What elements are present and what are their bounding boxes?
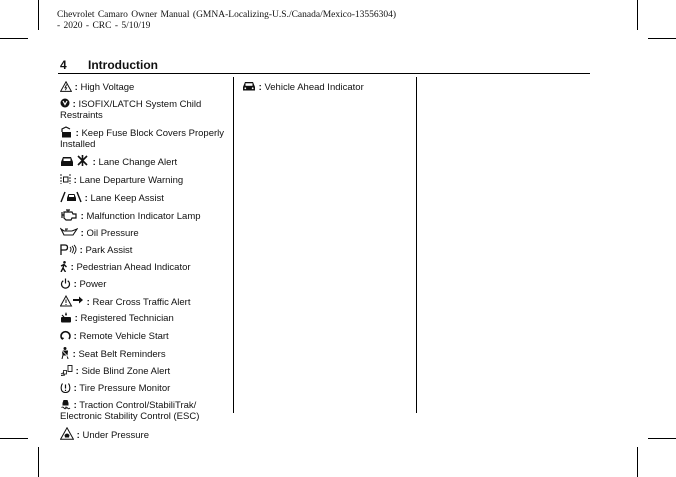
entry-label: Remote Vehicle Start xyxy=(79,331,169,342)
list-item xyxy=(60,382,230,394)
separator: : xyxy=(76,430,80,441)
entry-label: Lane Keep Assist xyxy=(90,193,164,204)
column-divider xyxy=(416,77,417,413)
list-item xyxy=(60,209,230,222)
separator: : xyxy=(72,349,76,360)
seat-belt-icon xyxy=(60,347,70,359)
list-item xyxy=(60,244,230,256)
child-seat-anchor-icon xyxy=(60,98,70,109)
column-divider xyxy=(233,77,234,413)
section-header xyxy=(58,58,590,74)
entry-label: Pedestrian Ahead Indicator xyxy=(76,262,191,273)
fuse-block-cover-icon xyxy=(60,126,73,138)
separator: : xyxy=(73,383,77,394)
column-2 xyxy=(242,78,412,93)
separator: : xyxy=(73,175,77,186)
list-item xyxy=(60,295,230,308)
separator: : xyxy=(92,157,96,168)
separator: : xyxy=(72,99,76,110)
separator: : xyxy=(75,366,79,377)
registered-technician-icon xyxy=(60,312,72,323)
running-header: Chevrolet Camaro Owner Manual (GMNA-Localizing-U.S./Canada/Mexico-13556304) - 2020 - CRC - 5/10/19 xyxy=(57,10,397,31)
list-item xyxy=(60,312,230,324)
entry-label: ISOFIX/LATCH System Child Restraints xyxy=(60,99,202,121)
list-item xyxy=(60,155,230,168)
list-item xyxy=(60,347,230,360)
power-icon xyxy=(60,278,71,289)
lane-change-car-icon xyxy=(60,155,90,167)
entry-label: Side Blind Zone Alert xyxy=(81,366,171,377)
crop-mark xyxy=(637,447,638,477)
entry-label: Traction Control/StabiliTrak/ Electronic Stability Control (ESC) xyxy=(60,400,200,422)
entry-label: Keep Fuse Block Covers Properly Installed xyxy=(60,128,225,150)
entry-label: High Voltage xyxy=(80,82,135,93)
list-item xyxy=(60,126,230,150)
tire-pressure-icon xyxy=(60,382,71,393)
crop-mark xyxy=(637,0,638,30)
traction-control-icon xyxy=(60,399,71,410)
list-item xyxy=(60,98,230,121)
pedestrian-icon xyxy=(60,261,68,272)
entry-label: Oil Pressure xyxy=(86,228,139,239)
crop-mark xyxy=(0,38,28,39)
separator: : xyxy=(74,313,78,324)
crop-mark xyxy=(648,438,676,439)
under-pressure-icon xyxy=(60,427,74,440)
separator: : xyxy=(73,279,77,290)
crop-mark xyxy=(648,38,676,39)
separator: : xyxy=(75,128,79,139)
list-item xyxy=(60,278,230,290)
separator: : xyxy=(258,82,262,93)
separator: : xyxy=(80,211,84,222)
crop-mark xyxy=(0,438,28,439)
warning-triangle-lightning-icon xyxy=(60,81,72,92)
separator: : xyxy=(73,331,77,342)
entry-label: Park Assist xyxy=(85,245,133,256)
list-item xyxy=(60,330,230,342)
entry-label: Tire Pressure Monitor xyxy=(79,383,171,394)
page-number: 4 xyxy=(60,58,67,72)
list-item xyxy=(60,173,230,186)
park-assist-icon xyxy=(60,244,77,255)
list-item xyxy=(60,365,230,377)
separator: : xyxy=(80,228,84,239)
separator: : xyxy=(73,400,77,411)
entry-label: Lane Departure Warning xyxy=(79,175,184,186)
list-item xyxy=(60,261,230,273)
separator: : xyxy=(79,245,83,256)
entry-label: Vehicle Ahead Indicator xyxy=(264,82,364,93)
list-item xyxy=(60,399,230,422)
entry-label: Power xyxy=(79,279,107,290)
separator: : xyxy=(74,82,78,93)
remote-start-icon xyxy=(60,330,71,341)
engine-malfunction-icon xyxy=(60,209,78,221)
entry-label: Malfunction Indicator Lamp xyxy=(86,211,201,222)
vehicle-ahead-icon xyxy=(242,80,256,92)
separator: : xyxy=(86,297,90,308)
oil-can-icon xyxy=(60,227,78,238)
list-item xyxy=(60,227,230,239)
list-item xyxy=(242,80,412,93)
lane-departure-icon xyxy=(60,173,71,185)
section-title: Introduction xyxy=(88,58,158,72)
side-blind-zone-icon xyxy=(60,365,73,376)
lane-keep-car-icon xyxy=(60,191,82,203)
separator: : xyxy=(84,193,88,204)
column-1 xyxy=(60,78,230,441)
entry-label: Registered Technician xyxy=(80,313,174,324)
entry-label: Lane Change Alert xyxy=(98,157,178,168)
list-item xyxy=(60,81,230,93)
entry-label: Under Pressure xyxy=(82,430,149,441)
rear-cross-traffic-icon xyxy=(60,295,84,307)
list-item xyxy=(60,191,230,204)
entry-label: Seat Belt Reminders xyxy=(78,349,166,360)
list-item xyxy=(60,427,230,441)
entry-label: Rear Cross Traffic Alert xyxy=(92,297,191,308)
crop-mark xyxy=(38,0,39,30)
crop-mark xyxy=(38,447,39,477)
separator: : xyxy=(70,262,74,273)
